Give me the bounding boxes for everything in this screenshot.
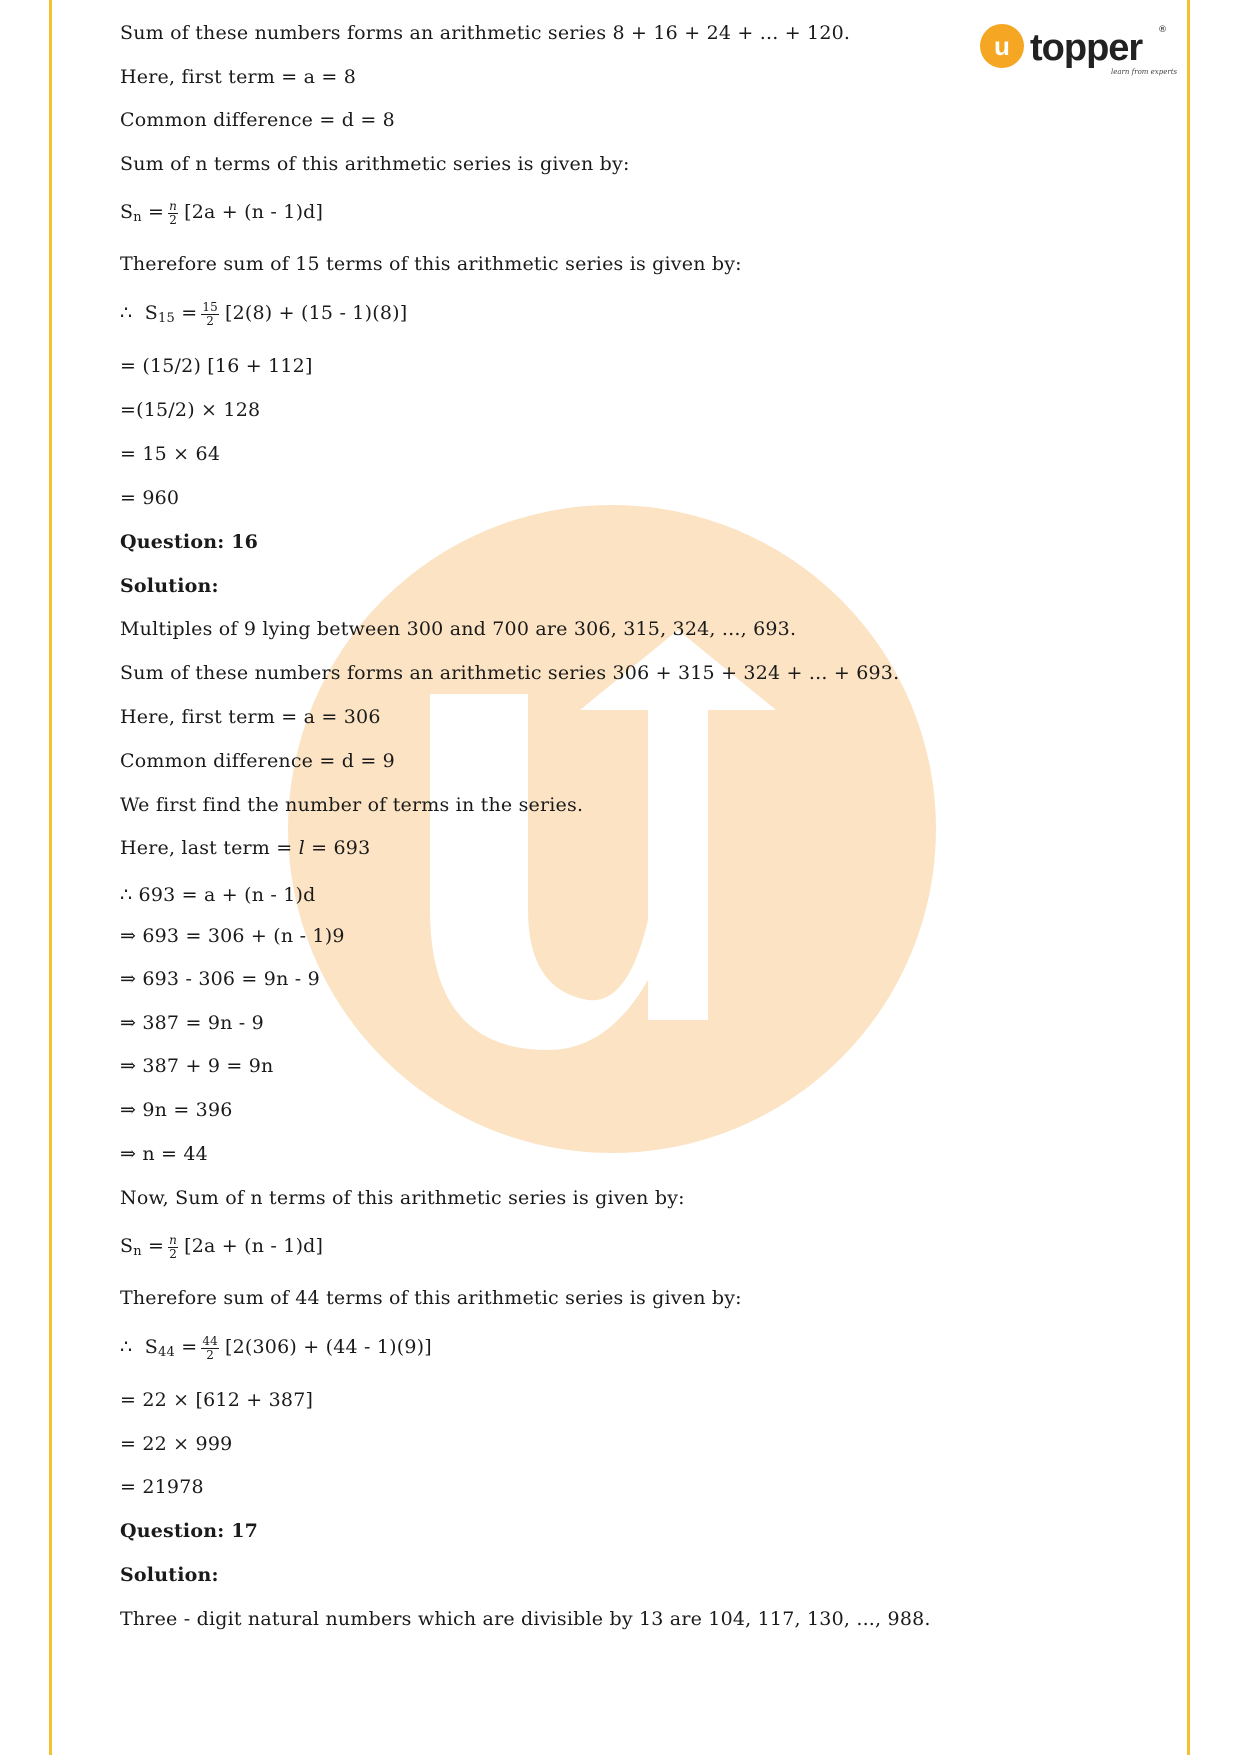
question-heading: Question: 17	[120, 1520, 259, 1542]
text-line: Now, Sum of n terms of this arithmetic series is given by:	[120, 1187, 685, 1209]
text-line: Therefore sum of 15 terms of this arithmetic series is given by:	[120, 253, 742, 275]
text-line: = 22 × [612 + 387]	[120, 1389, 314, 1411]
text-line: ∴ 693 = a + (n - 1)d	[120, 884, 316, 906]
page-border-left	[49, 0, 52, 1755]
solution-heading: Solution:	[120, 1564, 219, 1586]
text-line: ⇒ 693 - 306 = 9n - 9	[120, 968, 320, 990]
text-line: = 22 × 999	[120, 1433, 233, 1455]
formula-sn: $S_n$ = $\frac{n}{2}$ [2a + (n - 1)d]	[120, 1232, 324, 1261]
question-heading: Question: 16	[120, 531, 259, 553]
formula-s15: ∴ $S_{15}$ = $\frac{15}{2}$ [2(8) + (15 - 1)(8)]	[120, 299, 408, 328]
text-line: Common difference = d = 9	[120, 750, 395, 772]
text-line: Common difference = d = 8	[120, 109, 395, 131]
text-line: Sum of these numbers forms an arithmetic series 8 + 16 + 24 + ... + 120.	[120, 22, 851, 44]
text-line: = 21978	[120, 1476, 204, 1498]
text-line: ⇒ 387 = 9n - 9	[120, 1012, 264, 1034]
text-line: ⇒ 693 = 306 + (n - 1)9	[120, 925, 345, 947]
logo-mark: u	[994, 31, 1010, 61]
text-line: Here, first term = a = 306	[120, 706, 381, 728]
text-line: We first find the number of terms in the series.	[120, 794, 584, 816]
solution-heading: Solution:	[120, 575, 219, 597]
text-line: Multiples of 9 lying between 300 and 700 are 306, 315, 324, ..., 693.	[120, 618, 797, 640]
formula-s44: ∴ $S_{44}$ = $\frac{44}{2}$ [2(306) + (44 - 1)(9)]	[120, 1333, 432, 1362]
text-line: = 15 × 64	[120, 443, 221, 465]
text-line: Three - digit natural numbers which are divisible by 13 are 104, 117, 130, ..., 988.	[120, 1608, 931, 1630]
text-line: ⇒ n = 44	[120, 1143, 208, 1165]
page-border-right	[1187, 0, 1190, 1755]
last-term-line: Here, last term = l = 693	[120, 837, 371, 859]
text-line: ⇒ 9n = 396	[120, 1099, 233, 1121]
text-line: Therefore sum of 44 terms of this arithmetic series is given by:	[120, 1287, 742, 1309]
text-line: Sum of n terms of this arithmetic series is given by:	[120, 153, 630, 175]
text-line: ⇒ 387 + 9 = 9n	[120, 1055, 274, 1077]
text-line: = 960	[120, 487, 180, 509]
logo-tagline: learn from experts	[1111, 68, 1178, 76]
text-line: =(15/2) × 128	[120, 399, 261, 421]
text-line: Here, first term = a = 8	[120, 66, 357, 88]
topper-logo	[978, 22, 1178, 80]
text-line: = (15/2) [16 + 112]	[120, 355, 313, 377]
logo-text: topper	[1030, 27, 1143, 69]
watermark-logo-icon	[288, 490, 936, 1168]
formula-sn: $S_n$ = $\frac{n}{2}$ [2a + (n - 1)d]	[120, 198, 324, 227]
logo-registered: ®	[1158, 25, 1167, 35]
text-line: Sum of these numbers forms an arithmetic series 306 + 315 + 324 + ... + 693.	[120, 662, 900, 684]
